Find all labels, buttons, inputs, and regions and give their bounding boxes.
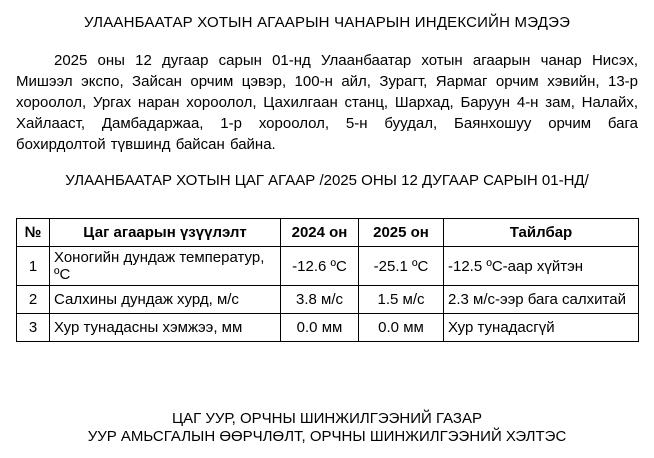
- table-title: УЛААНБААТАР ХОТЫН ЦАГ АГААР /2025 ОНЫ 12 ДУГААР САРЫН 01-НД/: [65, 172, 589, 189]
- row-number: 1: [17, 247, 50, 286]
- footer-organization-line: ЦАГ УУР, ОРЧНЫ ШИНЖИЛГЭЭНИЙ ГАЗАР: [171, 410, 482, 427]
- table-row: [17, 247, 639, 286]
- note-cell: 2.3 м/с-ээр бага салхитай: [444, 286, 639, 314]
- document-title: УЛААНБААТАР ХОТЫН АГААРЫН ЧАНАРЫН ИНДЕКСИЙН МЭДЭЭ: [83, 14, 571, 31]
- value-2025-cell: 1.5 м/с: [359, 286, 444, 314]
- col-header-2025: 2025 он: [359, 219, 444, 247]
- value-2025-cell: 0.0 мм: [359, 314, 444, 342]
- indicator-cell: Хур тунадасны хэмжээ, мм: [50, 314, 281, 342]
- summary-paragraph: 2025 оны 12 дугаар сарын 01-нд Улаанбаатар хотын агаарын чанар Нисэх, Мишээл экспо, Зайсан орчим цэвэр, 100-н айл, Зурагт, Яармаг орчим хэвийн, 13-р хороолол, Ургах наран хороолол, Цахилгаан станц, Шархад, Баруун 4-н зам, Налайх, Хайлааст, Дамбадаржаа, 1-р хороолол, 5-н буудал, Баянхошуу орчим бага бохирдолтой түвшинд байсан байна.: [16, 52, 638, 153]
- indicator-cell: Хоногийн дундаж температур, ºС: [50, 247, 281, 286]
- table-header-row: [17, 219, 639, 247]
- row-number: 2: [17, 286, 50, 314]
- note-cell: Хур тунадасгүй: [444, 314, 639, 342]
- value-2025-cell: -25.1 ºС: [359, 247, 444, 286]
- weather-table: [16, 218, 639, 342]
- footer-department-line: УУР АМЬСГАЛЫН ӨӨРЧЛӨЛТ, ОРЧНЫ ШИНЖИЛГЭЭНИЙ ХЭЛТЭС: [87, 428, 567, 445]
- indicator-cell: Салхины дундаж хурд, м/с: [50, 286, 281, 314]
- col-header-2024: 2024 он: [281, 219, 359, 247]
- row-number: 3: [17, 314, 50, 342]
- col-header-indicator: Цаг агаарын үзүүлэлт: [50, 219, 281, 247]
- footer: [16, 410, 638, 446]
- col-header-note: Тайлбар: [444, 219, 639, 247]
- note-cell: -12.5 ºС-аар хүйтэн: [444, 247, 639, 286]
- table-row: [17, 286, 639, 314]
- table-row: [17, 314, 639, 342]
- value-2024-cell: 0.0 мм: [281, 314, 359, 342]
- value-2024-cell: 3.8 м/с: [281, 286, 359, 314]
- col-header-number: №: [17, 219, 50, 247]
- value-2024-cell: -12.6 ºС: [281, 247, 359, 286]
